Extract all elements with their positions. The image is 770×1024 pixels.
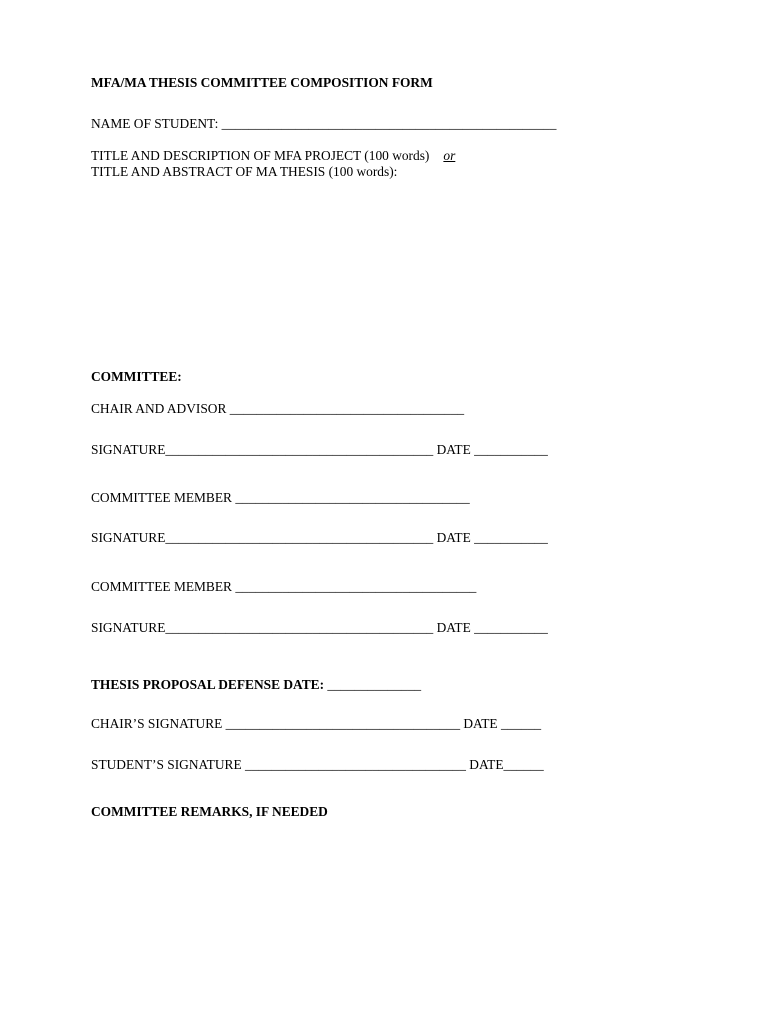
or-text: or (443, 148, 456, 163)
student-name-field[interactable]: __________________________________________________ (221, 116, 557, 131)
chair-label: CHAIR AND ADVISOR (91, 401, 230, 416)
signature-label: SIGNATURE (91, 530, 166, 545)
ma-title-label: TITLE AND ABSTRACT OF MA THESIS (100 words): (91, 164, 398, 179)
remarks-heading: COMMITTEE REMARKS, IF NEEDED (91, 804, 328, 819)
member2-signature-row (91, 620, 548, 636)
student-signature-row (91, 757, 544, 773)
defense-date-field[interactable]: ______________ (327, 677, 422, 692)
signature-label: SIGNATURE (91, 442, 166, 457)
member2-row (91, 579, 476, 595)
member2-label: COMMITTEE MEMBER (91, 579, 236, 594)
student-date-field[interactable]: ______ (503, 757, 544, 772)
signature-label: SIGNATURE (91, 620, 166, 635)
defense-date-label: THESIS PROPOSAL DEFENSE DATE: (91, 677, 328, 692)
remarks-area[interactable] (91, 826, 691, 996)
student-date-label: DATE (465, 757, 504, 772)
member2-name-field[interactable]: ____________________________________ (235, 579, 477, 594)
member1-label: COMMITTEE MEMBER (91, 490, 236, 505)
chair-name-field[interactable]: ___________________________________ (229, 401, 465, 416)
member1-name-field[interactable]: ___________________________________ (235, 490, 470, 505)
student-signature-field[interactable]: _________________________________ (245, 757, 466, 772)
member1-row (91, 490, 470, 506)
member2-date-field[interactable]: ___________ (474, 620, 548, 635)
chair-final-date-field[interactable]: ______ (500, 716, 542, 731)
abstract-area[interactable] (91, 185, 691, 360)
chair-final-date-label: DATE (460, 716, 501, 731)
member1-date-field[interactable]: ___________ (474, 530, 548, 545)
member1-signature-field[interactable]: ________________________________________ (165, 530, 434, 545)
mfa-title-row (91, 148, 455, 164)
defense-date-row (91, 677, 421, 693)
chair-row (91, 401, 464, 417)
chair-signature-field[interactable]: ________________________________________ (165, 442, 434, 457)
date-label: DATE (433, 530, 475, 545)
member2-signature-field[interactable]: ________________________________________ (165, 620, 434, 635)
chair-date-field[interactable]: ___________ (474, 442, 548, 457)
chair-final-signature-label: CHAIR’S SIGNATURE (91, 716, 226, 731)
date-label: DATE (433, 442, 475, 457)
student-signature-label: STUDENT’S SIGNATURE (91, 757, 245, 772)
student-name-row (91, 116, 556, 132)
mfa-title-label: TITLE AND DESCRIPTION OF MFA PROJECT (100 words) (91, 148, 430, 163)
chair-final-signature-row (91, 716, 541, 732)
date-label: DATE (433, 620, 475, 635)
chair-final-signature-field[interactable]: ___________________________________ (225, 716, 461, 731)
member1-signature-row (91, 530, 548, 546)
committee-heading: COMMITTEE: (91, 369, 182, 384)
chair-signature-row (91, 442, 548, 458)
form-title: MFA/MA THESIS COMMITTEE COMPOSITION FORM (91, 75, 433, 90)
student-name-label: NAME OF STUDENT: (91, 116, 222, 131)
